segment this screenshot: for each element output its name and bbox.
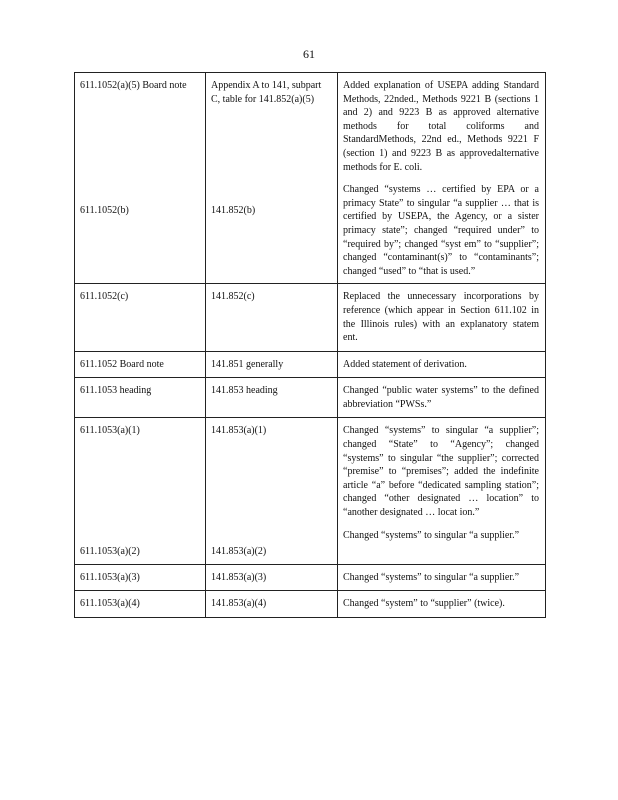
table-row bbox=[75, 284, 546, 351]
description: Changed “systems” to singular “a supplier.” bbox=[338, 564, 546, 591]
description: Added explanation of USEPA adding Standard Methods, 22nded., Methods 9221 B (sections 1 and 2) and 9223 B as approved alternative methods for total coliforms and StandardMethods, 22nd ed., Methods 9221 F (section 1) and 9223 B as approvedalternative methods for E. coli. bbox=[343, 80, 539, 173]
illinois-section: 611.1053(a)(2) bbox=[80, 546, 140, 558]
illinois-section-cell bbox=[75, 418, 206, 564]
federal-section-cell bbox=[206, 73, 338, 284]
description: Changed “systems … certified by EPA or a primacy State” to singular “a supplier … that is certified by USEPA, the Agency, or a sister primacy state”; changed “required under” to “required by”; changed “syst em” to “supplier”; changed “contaminant(s)” to “contaminants”; changed “used” to “that is used.” bbox=[343, 184, 539, 277]
description: Changed “systems” to singular “a supplier”; changed “State” to “Agency”; changed “systems” to singular “the supplier”; corrected “premise” to “premises”; added the indefinite article “a” before “dedicated sampling station”; changed “other designated … location” to “another designated … locat ion.” bbox=[343, 425, 539, 519]
federal-section: 141.853(a)(4) bbox=[206, 591, 338, 618]
table-row bbox=[75, 351, 546, 378]
illinois-section: 611.1053(a)(1) bbox=[80, 425, 140, 437]
description-cell bbox=[338, 418, 546, 564]
federal-section: 141.852(b) bbox=[211, 205, 256, 217]
federal-section-cell bbox=[206, 418, 338, 564]
federal-section: 141.853(a)(3) bbox=[206, 564, 338, 591]
description: Added statement of derivation. bbox=[338, 351, 546, 378]
federal-section: 141.851 generally bbox=[206, 351, 338, 378]
table-row bbox=[75, 418, 546, 564]
illinois-section: 611.1052(a)(5) Board note bbox=[80, 80, 187, 91]
federal-section: Appendix A to 141, subpart C, table for 141.852(a)(5) bbox=[211, 80, 322, 105]
illinois-section: 611.1052 Board note bbox=[75, 351, 206, 378]
illinois-section: 611.1053(a)(4) bbox=[75, 591, 206, 618]
description: Changed “public water systems” to the defined abbreviation “PWSs.” bbox=[338, 378, 546, 418]
illinois-section: 611.1052(c) bbox=[75, 284, 206, 351]
illinois-section: 611.1053(a)(3) bbox=[75, 564, 206, 591]
federal-section: 141.853(a)(2) bbox=[211, 546, 267, 558]
illinois-section: 611.1053 heading bbox=[75, 378, 206, 418]
table-row bbox=[75, 378, 546, 418]
table-row bbox=[75, 73, 546, 284]
federal-section: 141.852(c) bbox=[206, 284, 338, 351]
federal-section: 141.853 heading bbox=[206, 378, 338, 418]
description: Changed “system” to “supplier” (twice). bbox=[338, 591, 546, 618]
table-row bbox=[75, 591, 546, 618]
description: Changed “systems” to singular “a supplier.” bbox=[343, 529, 520, 541]
federal-section: 141.853(a)(1) bbox=[211, 425, 267, 437]
amendments-table bbox=[74, 72, 546, 618]
page-number: 61 bbox=[303, 47, 315, 61]
illinois-section-cell bbox=[75, 73, 206, 284]
table-row bbox=[75, 564, 546, 591]
description: Replaced the unnecessary incorporations by reference (which appear in Section 611.102 in the Illinois rules) with an explanatory statem ent. bbox=[338, 284, 546, 351]
description-cell bbox=[338, 73, 546, 284]
illinois-section: 611.1052(b) bbox=[80, 204, 129, 216]
